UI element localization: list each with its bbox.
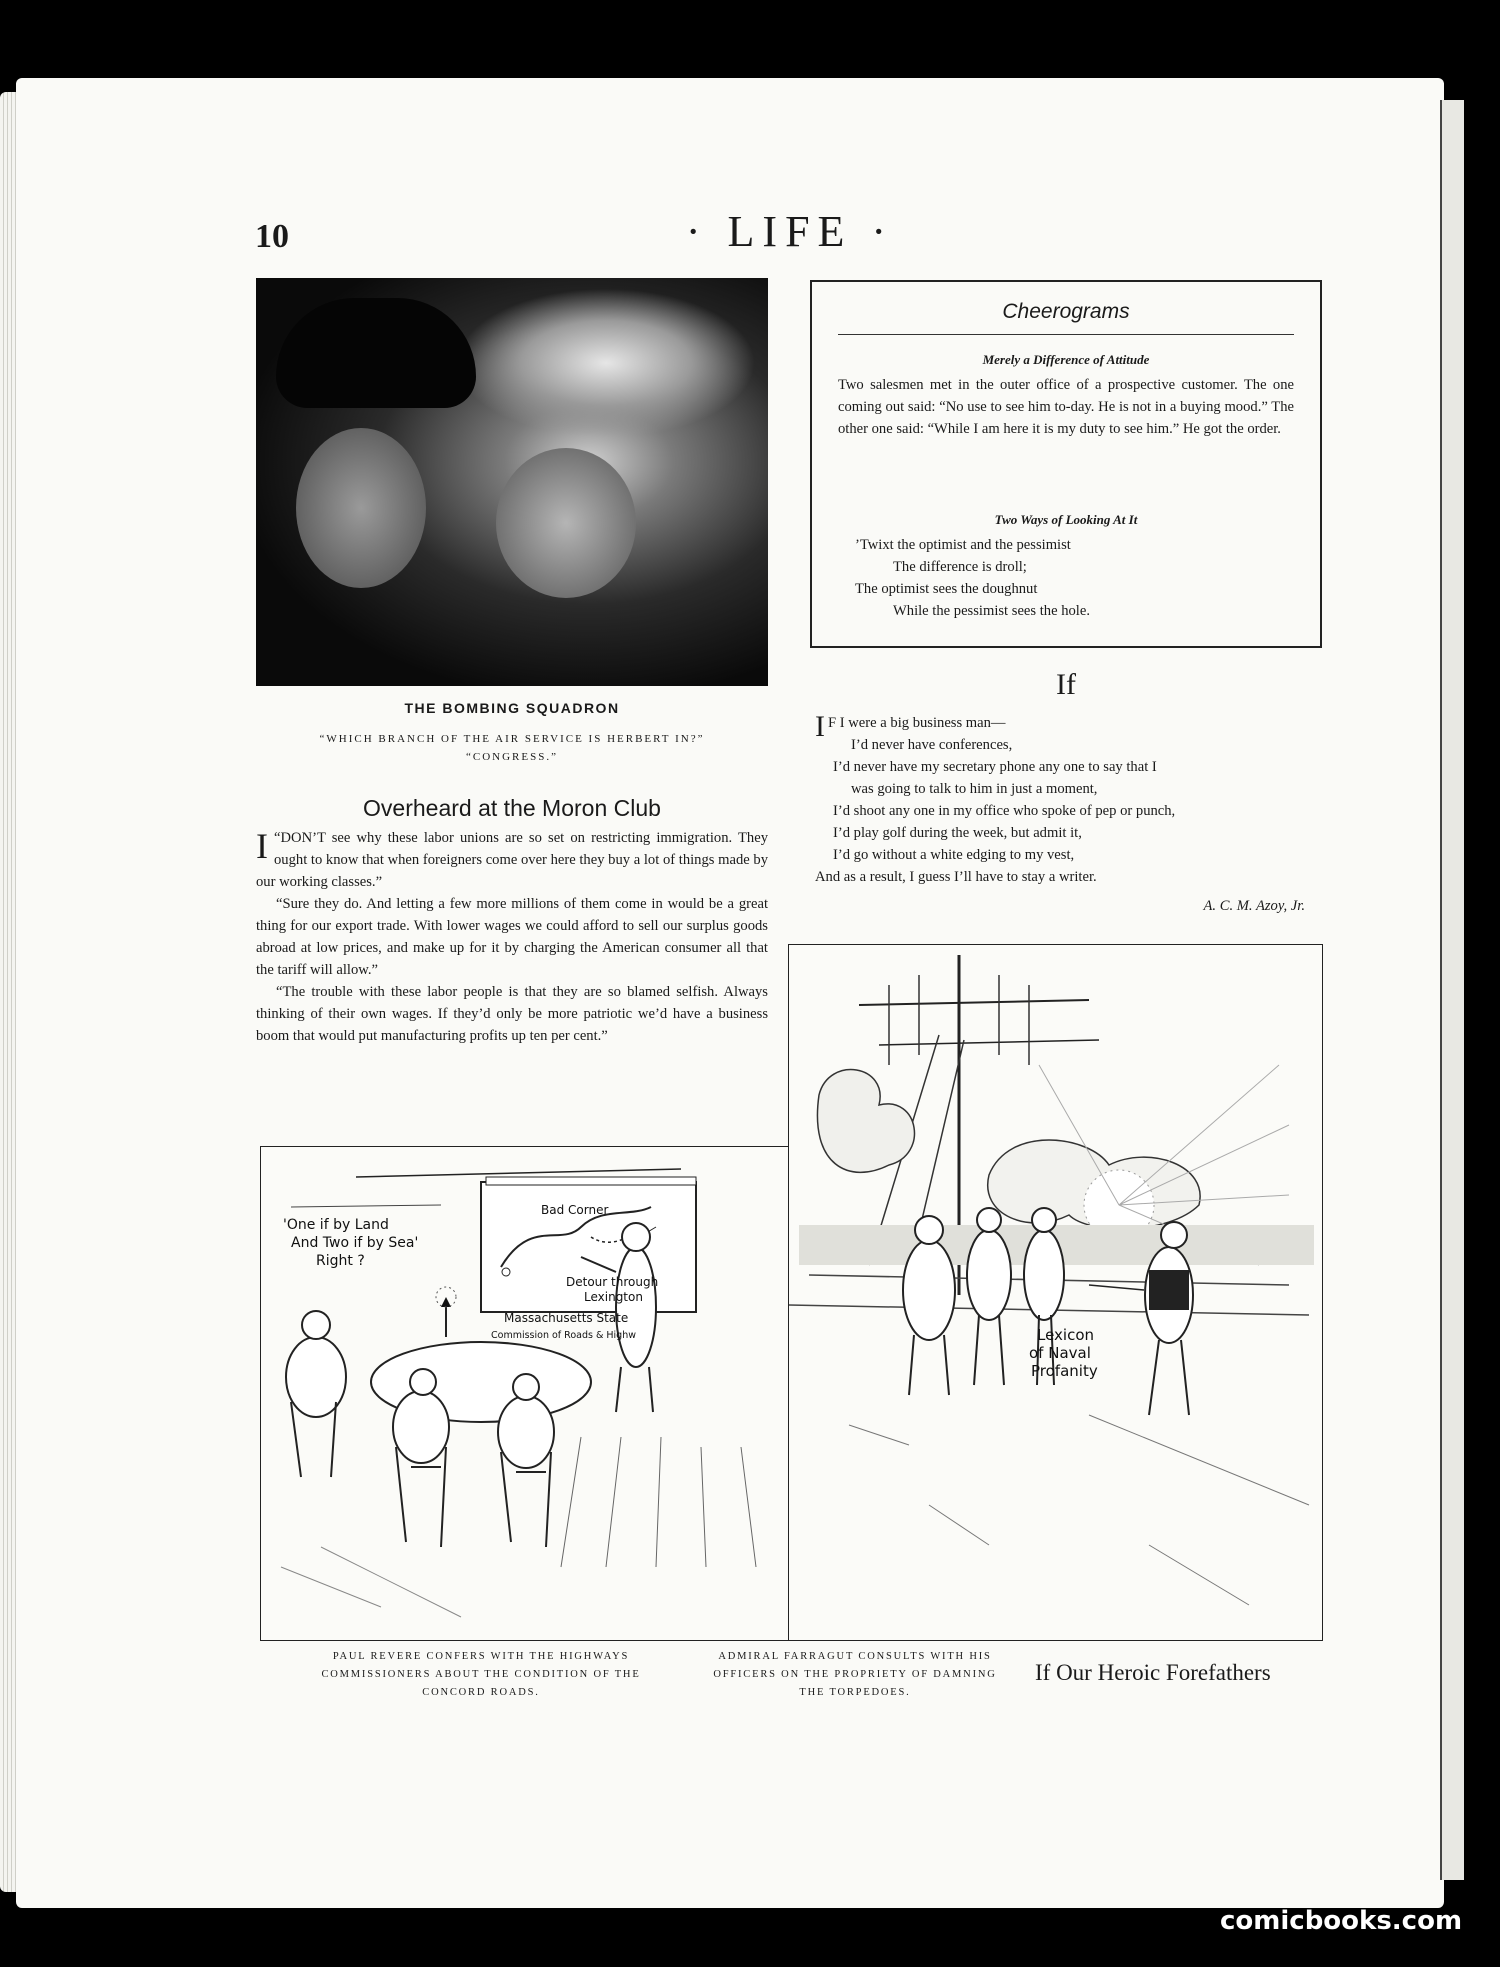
if-line: I’d shoot any one in my office who spoke of pep or punch, — [833, 803, 1176, 819]
moron-paragraph-3: “The trouble with these labor people is that they are so blamed selfish. Always thinking of their own wages. If they’d only be more patriotic we’d have a business boom that would put manufacturing profits up ten per cent.” — [256, 984, 768, 1044]
if-poem — [815, 712, 1325, 888]
poem-line: ’Twixt the optimist and the pessimist — [855, 537, 1071, 553]
poem-line: While the pessimist sees the hole. — [893, 603, 1090, 619]
map-bad-corner: Bad Corner — [541, 1203, 609, 1217]
moron-paragraph-1 — [256, 827, 768, 893]
speech-line-2: And Two if by Sea' — [291, 1235, 419, 1251]
speech-line-1: 'One if by Land — [283, 1217, 389, 1233]
farragut-cartoon — [788, 944, 1323, 1641]
if-dropcap: I — [815, 710, 825, 743]
map-commission-label: Commission of Roads & Highw — [491, 1330, 637, 1341]
cheerograms-text-1: Two salesmen met in the outer office of a prospective customer. The one coming out said: “No use to see him to-day. He is not in a buying mood.” The other one said: “While I am here it is my duty to see him.” He got the order. — [838, 377, 1294, 437]
moron-club-article — [256, 827, 768, 1047]
if-line-1-text: F I were a big business man— — [828, 715, 1006, 731]
if-line: I’d never have my secretary phone any one to say that I — [833, 759, 1157, 775]
photo-caption-title: THE BOMBING SQUADRON — [404, 700, 620, 716]
lexicon-label-line-1: Lexicon — [1037, 1326, 1095, 1344]
woman-face — [496, 448, 636, 598]
bowler-hat — [276, 298, 476, 408]
moron-open-quote: “ — [274, 830, 281, 846]
moron-paragraph-2: “Sure they do. And letting a few more millions of them come in would be a great thing for our export trade. With lower wages we could afford to sell our surplus goods abroad at low prices, and make up for it by charging the American consumer all that the tariff will allow.” — [256, 896, 768, 978]
map-detour-line-2: Lexington — [584, 1290, 643, 1304]
masthead: · LIFE · — [685, 207, 895, 256]
map-detour-line-1: Detour through — [566, 1275, 659, 1289]
paul-revere-caption: PAUL REVERE CONFERS WITH THE HIGHWAYS COMMISSIONERS ABOUT THE CONDITION OF THE CONCORD ROADS. — [321, 1651, 641, 1698]
farragut-drawing — [789, 945, 1321, 1639]
photo-quote-line1: “WHICH BRANCH OF THE AIR SERVICE IS HERBERT IN?” — [319, 733, 705, 745]
bombing-squadron-photo — [256, 278, 768, 686]
cheerograms-title: Cheerograms — [1002, 300, 1130, 323]
farragut-caption: ADMIRAL FARRAGUT CONSULTS WITH HIS OFFICERS ON THE PROPRIETY OF DAMNING THE TORPEDOES. — [713, 1651, 997, 1698]
watermark: comicbooks.com — [1220, 1906, 1463, 1936]
cheerograms-poem — [855, 534, 1090, 622]
map-state-label: Massachusetts State — [504, 1311, 629, 1325]
photo-caption-quote — [256, 730, 768, 766]
moron-club-heading: Overheard at the Moron Club — [363, 795, 661, 821]
if-heading: If — [1056, 668, 1076, 701]
poem-line: The optimist sees the doughnut — [855, 581, 1038, 597]
lexicon-label-line-2: of Naval — [1029, 1344, 1091, 1362]
man-face — [296, 428, 426, 588]
moron-p1-text: DON’T see why these labor unions are so set on restricting immigration. They ought to know that when foreigners come over here they buy a lot of things made by our working classes.” — [256, 830, 768, 890]
lexicon-label-line-3: Profanity — [1031, 1362, 1098, 1380]
photo-quote-line2: “CONGRESS.” — [466, 751, 558, 763]
hat-plume — [456, 288, 756, 438]
cheerograms-rule — [838, 334, 1294, 335]
if-line: I’d never have conferences, — [851, 737, 1013, 753]
page-binding-edge — [1440, 100, 1464, 1880]
if-line-1 — [815, 710, 1325, 743]
if-signature: A. C. M. Azoy, Jr. — [1203, 898, 1305, 914]
page-number: 10 — [255, 218, 289, 255]
if-line: And as a result, I guess I’ll have to stay a writer. — [815, 869, 1097, 885]
if-line: was going to talk to him in just a moment, — [851, 781, 1098, 797]
if-line: I’d play golf during the week, but admit it, — [833, 825, 1082, 841]
paul-revere-cartoon — [260, 1146, 790, 1641]
cheerograms-subheading-2: Two Ways of Looking At It — [994, 512, 1138, 527]
forefathers-title: If Our Heroic Forefathers — [1035, 1660, 1271, 1685]
if-line: I’d go without a white edging to my vest, — [833, 847, 1075, 863]
speech-line-3: Right ? — [316, 1253, 365, 1269]
cheerograms-subheading-1: Merely a Difference of Attitude — [982, 352, 1150, 367]
poem-line: The difference is droll; — [893, 559, 1027, 575]
moron-dropcap: I — [256, 826, 268, 866]
